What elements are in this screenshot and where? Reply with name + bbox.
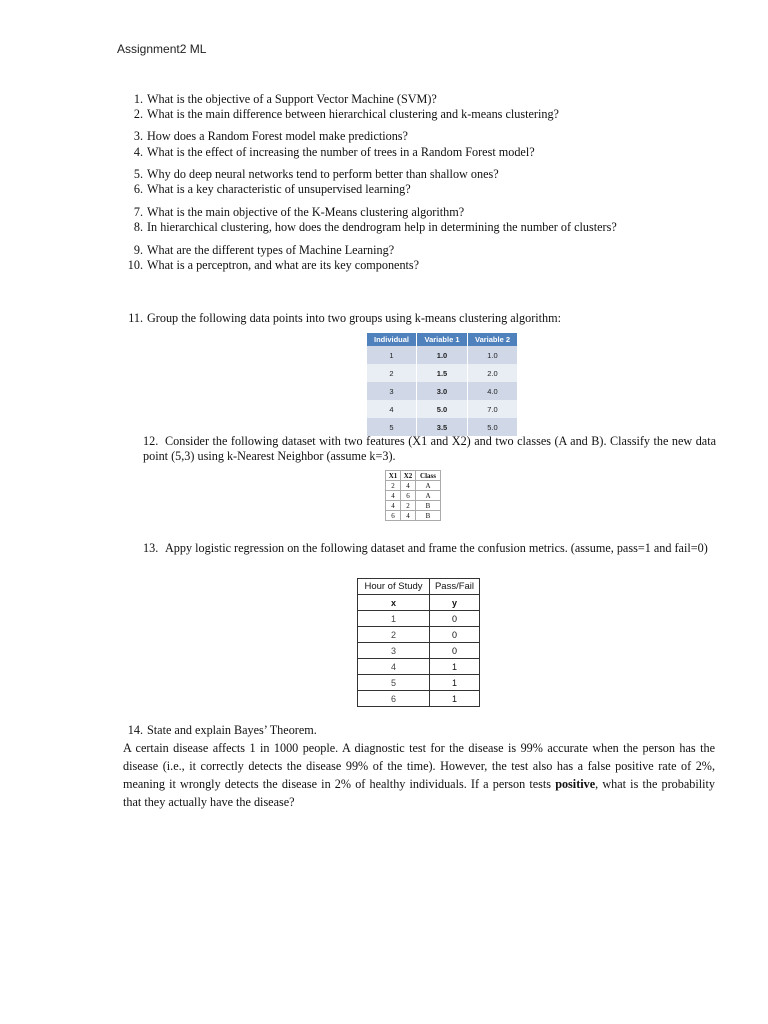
table-row — [358, 627, 480, 643]
table-cell: 4 — [367, 400, 417, 418]
table-cell: 3 — [367, 382, 417, 400]
table-cell: 0 — [430, 643, 480, 659]
table-row — [367, 400, 518, 418]
bayes-problem-paragraph: A certain disease affects 1 in 1000 people. A diagnostic test for the disease is 99% accurate when the person has the disease (i.e., it correctly detects the disease 99% of the time). However, the test also has a false positive rate of 2%, meaning it wrongly detects the disease in 2% of healthy individuals. If a person tests positive, what is the probability that they actually have the disease? — [123, 741, 715, 809]
table-cell: 2 — [358, 627, 430, 643]
question-13: 13. Appy logistic regression on the following dataset and frame the confusion metrics. (assume, pass=1 and fail=0) — [143, 541, 708, 555]
table-header-row — [358, 579, 480, 595]
table-cell: A — [416, 481, 441, 491]
column-header: Hour of Study — [358, 579, 430, 595]
table-cell: 4 — [386, 491, 401, 501]
column-header: Individual — [367, 333, 417, 346]
table-cell: 3.5 — [417, 418, 468, 436]
table-row — [358, 659, 480, 675]
table-row — [358, 643, 480, 659]
document-header: Assignment2 ML — [117, 42, 207, 56]
table-cell: A — [416, 491, 441, 501]
table-row — [367, 346, 518, 364]
table-cell: 5.0 — [468, 418, 518, 436]
table-cell: 1 — [358, 611, 430, 627]
table-row — [358, 675, 480, 691]
table-cell: B — [416, 511, 441, 521]
column-header: Variable 2 — [468, 333, 518, 346]
column-header: X1 — [386, 471, 401, 481]
knn-data-table — [385, 470, 441, 521]
kmeans-data-table — [367, 333, 518, 436]
table-row — [386, 491, 441, 501]
table-cell: 6 — [386, 511, 401, 521]
table-cell: 1.0 — [417, 346, 468, 364]
table-header-row — [367, 333, 518, 346]
table-row — [386, 501, 441, 511]
column-header: Variable 1 — [417, 333, 468, 346]
table-cell: 0 — [430, 611, 480, 627]
table-cell: 4.0 — [468, 382, 518, 400]
table-header-row — [386, 471, 441, 481]
column-subheader: x — [358, 595, 430, 611]
table-cell: 1 — [430, 659, 480, 675]
column-header: Class — [416, 471, 441, 481]
column-header: Pass/Fail — [430, 579, 480, 595]
table-cell: 2.0 — [468, 364, 518, 382]
table-cell: 5.0 — [417, 400, 468, 418]
table-cell: 1.5 — [417, 364, 468, 382]
table-row — [358, 611, 480, 627]
table-cell: 4 — [401, 481, 416, 491]
table-cell: 2 — [367, 364, 417, 382]
table-cell: 3.0 — [417, 382, 468, 400]
table-row — [367, 382, 518, 400]
table-cell: 2 — [386, 481, 401, 491]
table-cell: 4 — [386, 501, 401, 511]
table-cell: 3 — [358, 643, 430, 659]
table-cell: 4 — [358, 659, 430, 675]
table-cell: 1 — [430, 675, 480, 691]
table-cell: 2 — [401, 501, 416, 511]
column-header: X2 — [401, 471, 416, 481]
logistic-regression-table — [357, 578, 480, 707]
table-subheader-row — [358, 595, 480, 611]
column-subheader: y — [430, 595, 480, 611]
table-cell: 7.0 — [468, 400, 518, 418]
table-row — [386, 511, 441, 521]
question-12: 12. Consider the following dataset with two features (X1 and X2) and two classes (A and B). Classify the new data point (5,3) using k-Nearest Neighbor (assume k=3). — [143, 434, 716, 463]
table-cell: 6 — [358, 691, 430, 707]
table-cell: 0 — [430, 627, 480, 643]
table-row — [367, 364, 518, 382]
table-row — [386, 481, 441, 491]
table-cell: 6 — [401, 491, 416, 501]
table-row — [358, 691, 480, 707]
table-cell: 5 — [367, 418, 417, 436]
table-cell: 1.0 — [468, 346, 518, 364]
table-cell: 4 — [401, 511, 416, 521]
table-cell: B — [416, 501, 441, 511]
table-cell: 5 — [358, 675, 430, 691]
table-cell: 1 — [367, 346, 417, 364]
table-cell: 1 — [430, 691, 480, 707]
